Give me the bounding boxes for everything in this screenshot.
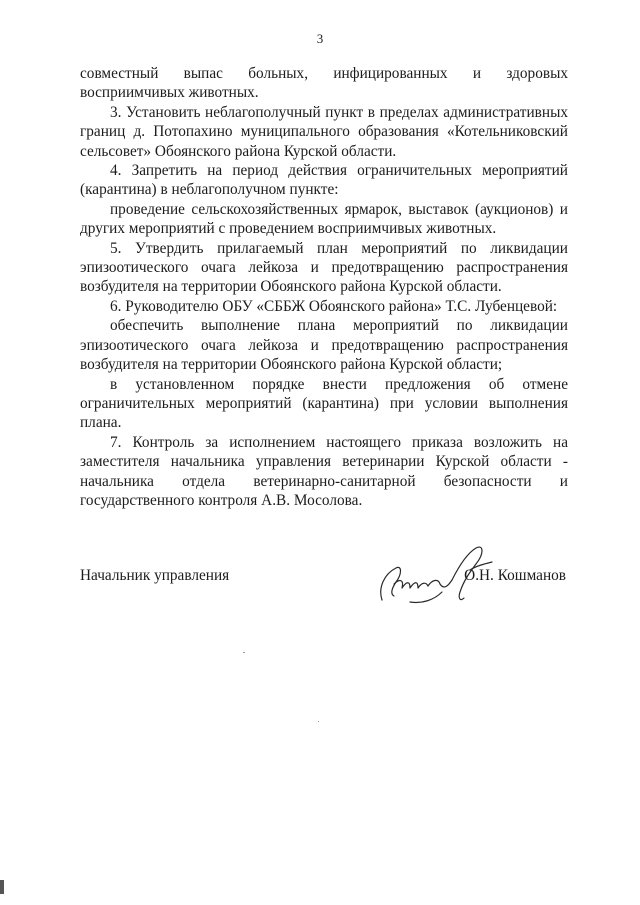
text-line: возбудителя на территории Обоянского района Курской области. [80,278,502,296]
text-line: сельсовет» Обоянского района Курской области. [80,142,397,160]
scan-speck [318,721,319,722]
scan-speck [243,652,245,653]
signer-title: Начальник управления [80,567,230,584]
text-line: других мероприятий с проведением восприимчивых животных. [80,220,497,238]
text-line: 6. Руководителю ОБУ «СББЖ Обоянского района» Т.С. Лубенцевой: [110,297,558,315]
text-line: ограничительных мероприятий (карантина) при условии выполнения [80,394,568,412]
text-line: восприимчивых животных. [80,84,259,102]
text-line: 3. Установить неблагополучный пункт в пределах административных [110,103,568,121]
text-line: возбудителя на территории Обоянского района Курской области; [80,356,503,374]
text-line: проведение сельскохозяйственных ярмарок, выставок (аукционов) и [110,200,568,218]
scan-edge-mark [0,880,4,894]
text-line: эпизоотического очага лейкоза и предотвращению распространения [80,259,568,277]
text-line: (карантина) в неблагополучном пункте: [80,181,339,199]
document-body [80,64,568,510]
text-line: плана. [80,414,122,432]
text-line: 5. Утвердить прилагаемый план мероприятий по ликвидации [110,239,568,257]
text-line: государственного контроля А.В. Мосолова. [80,491,363,509]
text-line: 7. Контроль за исполнением настоящего приказа возложить на [110,433,568,451]
text-line: обеспечить выполнение плана мероприятий по ликвидации [110,317,568,335]
handwritten-signature [372,540,502,612]
text-line: эпизоотического очага лейкоза и предотвращению распространения [80,336,568,354]
text-line: начальника отдела ветеринарно-санитарной безопасности и [80,472,568,490]
text-line: 4. Запретить на период действия ограничительных мероприятий [110,162,568,180]
text-line: в установленном порядке внести предложения об отмене [110,375,568,393]
signer-name: О.Н. Кошманов [464,567,566,584]
text-line: совместный выпас больных, инфицированных и здоровых [80,65,568,82]
page-number: 3 [316,31,324,46]
text-line: заместителя начальника управления ветеринарии Курской области - [80,453,568,471]
text-line: границ д. Потопахино муниципального образования «Котельниковский [80,123,568,141]
